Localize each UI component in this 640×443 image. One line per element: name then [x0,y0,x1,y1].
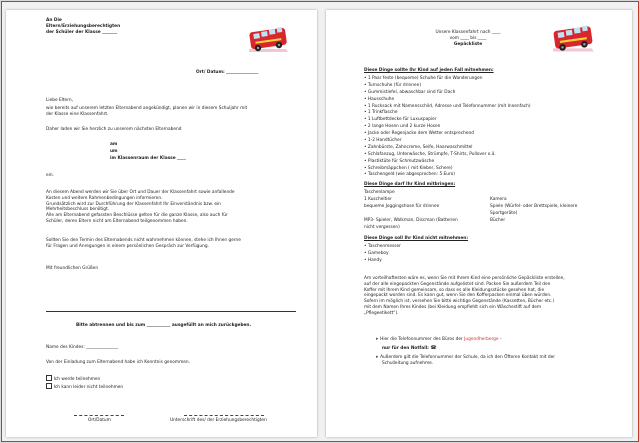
invitation-letter-page [6,10,317,437]
salutation: Liebe Eltern, [46,98,73,103]
hostel-contact: ▸ Hier die Telefonnummer des Büros der Jugendherberge - [376,336,502,342]
may-bring-right-list: Kamera Spiele (Würfel- oder Brettspiele, kleinere Sportgeräte) Bücher [490,197,578,223]
acknowledgement-text: Von der Einladung zum Elternabend habe ich Kenntnis genommen. [46,360,191,365]
child-name-field[interactable]: Name des Kindes: _______________ [46,345,119,350]
may-bring-title: Diese Dinge darf Ihr Kind mitbringen: [364,182,456,187]
list-item: • Handy [364,258,401,265]
list-item: • 1 Trinkflasche [364,110,531,117]
date-label: Ort/Datum [88,418,111,423]
list-item: • Plastiktüte für Schmutzwäsche [364,159,531,166]
closing: Mit freundlichen Grüßen [46,266,99,271]
option-not-attend[interactable]: Ich kann leider nicht teilnehmen [46,383,123,391]
list-item: • Jacke oder Regenjacke dem Wetter entsprechend [364,131,531,138]
ein-text: ein. [46,173,54,178]
list-item: • 1-2 Handtücher [364,138,531,145]
trip-header: Unsere Klassenfahrt nach ____ vom ____ bis ____ Gepäckliste [435,30,501,47]
cut-separator [46,311,296,312]
school-contact: ▸ Außerdem gilt die Telefonnummer der Schule, da ich den Öfteren Kontakt mit der Schulleitung aufnehme. [376,354,556,366]
list-item: • Taschenmesser [364,244,401,251]
list-item: • Schreibmäppchen ( mit Kleber, Schere) [364,166,531,173]
list-item: • 2 lange Hosen und 2 kurze Hosen [364,124,531,131]
recipient-address: An Die Eltern/Erziehungsberechtigten der Schüler der Klasse _______ [46,18,121,35]
list-item: • Taschengeld (wie abgesprochen: 5 Euro) [364,172,531,179]
list-item: • Gummistiefel, abwaschbar sind für Dach [364,90,531,97]
info-paragraph: An diesem Abend werden wir Sie über Ort und Dauer der Klassenfahrt sowie anfallende Kosten und weitere Rahmenbedingungen informieren. Grundsätzlich wird zur Durchführung der Klassenfahrt Ihr Einverständnis bzw. ein Mehrheitsbeschluss benötigt. Alle am Elternabend gefassten Beschlüsse gelten für die ganze Klasse, also auch für Schüler, deren Eltern nicht am Elternabend teilgenommen haben. [46,190,235,224]
contact-paragraph: Sollten Sie den Termin des Elternabends nicht wahrnehmen können, stehe ich Ihnen gerne für Fragen und Anregungen in einem persönlichen Gespräch zur Verfügung. [46,238,241,249]
list-item: • 1 Luftbettdecke für Luxuspapier [364,117,531,124]
list-item: • Schlafanzug, Unterwäsche, Strümpfe, T-Shirts, Pullover o.ä. [364,152,531,159]
list-item: • Hausschuhe [364,97,531,104]
list-item: • 1 Rucksack mit Namensschild, Adresse und Telefonnummer (mit Innenfach) [364,104,531,111]
must-bring-list [364,76,531,179]
advice-paragraph: Am vorteilhaftesten wäre es, wenn Sie mit Ihrem Kind eine persönliche Gepäckliste erstellen, auf der alle eingepackten Gegenstände aufgelistet sind. Packen Sie außerdem Teil den Koffer mit Ihrem Kind gemeinsam, so dass es alle Kleidungsstücke gesehen hat, die eingepackt worden sind. Es kann gut, wenn Sie den Kofferpacken einmal üben würden. Sofern im möglich ist, versehen Sie bitte wichtige Gegenstände (Kassetten, Bücher etc.) mit dem Namen Ihres Kindes (bei Kleidung empfiehlt sich ein Wäschestift auf dem „Pflegeetikett“). [364,276,565,316]
date-signature-line [74,415,124,416]
list-item: • Zahnbürste, Zahncreme, Seife, Haarwaschmittel [364,145,531,152]
school-bus-icon [550,20,600,56]
list-item: • 1 Paar feste (bequeme) Schuhe für die Wanderungen [364,76,531,83]
place-date-line: Ort/ Datum: _______________ [196,70,259,75]
invitation-text: Daher laden wir Sie herzlich zu unserem nächsten Elternabend [46,127,182,132]
return-instruction: Bitte abtrennen und bis zum ___________ ausgefüllt an mich zurückgeben. [76,323,252,328]
emergency-note: nur für den Notfall: ☎ [382,345,437,351]
do-not-bring-title: Diese Dinge soll Ihr Kind nicht mitnehmen: [364,236,469,241]
must-bring-title: Diese Dinge sollte Ihr Kind auf jeden Fall mitnehmen: [364,68,494,73]
not-attend-checkbox[interactable] [46,383,52,389]
school-bus-icon [246,22,294,56]
intro-paragraph: wie bereits auf unserem letzten Elternabend angekündigt, planen wir in diesem Schuljahr mit der Klasse eine Klassenfahrt. [46,106,248,117]
event-details: am um im Klassenraum der Klasse ____ [110,142,186,161]
list-item: • Turnschuhe (für drinnen) [364,83,531,90]
attend-checkbox[interactable] [46,375,52,381]
packing-list-page [326,10,632,437]
parent-signature-label: Unterschrift des/ der Erziehungsberechtigten [170,418,267,423]
may-bring-left-list: Taschenlampe 1 Kuscheltier bequeme Joggingshose für drinnen MP3- Spieler, Walkman, Discman (Batterien nicht vergessen) [364,190,458,230]
do-not-bring-list [364,244,401,265]
list-item: • Gameboy [364,251,401,258]
option-attend[interactable]: Ich werde teilnehmen [46,375,100,383]
parent-signature-line [184,415,264,416]
